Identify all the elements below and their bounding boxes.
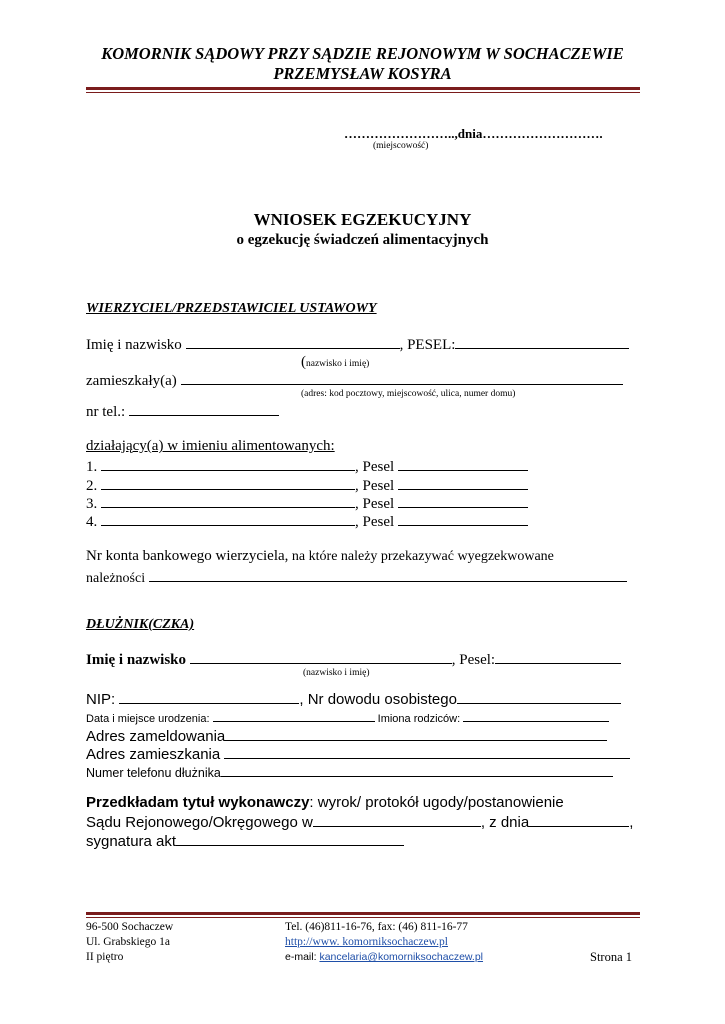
footer-email-row	[285, 951, 483, 963]
creditor-name-field[interactable]	[186, 335, 400, 349]
debtor-phone-row	[86, 763, 613, 780]
beneficiary-row	[86, 476, 528, 495]
debtor-nip-label: NIP:	[86, 691, 116, 708]
footer-rule-thin	[86, 917, 640, 918]
court-date-field[interactable]	[529, 813, 629, 827]
beneficiary-num: 3.	[86, 496, 98, 512]
footer-email-label: e-mail:	[285, 951, 320, 963]
header-rule-thin	[86, 92, 640, 93]
title-exec-rest: : wyrok/ protokół ugody/postanowienie	[309, 794, 564, 811]
court-row	[86, 813, 633, 831]
account-label-b: na które należy przekazywać wyegzekwowane	[288, 549, 554, 564]
court-field[interactable]	[313, 813, 481, 827]
place-caption: (miejscowość)	[373, 141, 429, 151]
beneficiary-name-field[interactable]	[101, 494, 355, 508]
beneficiary-pesel-label: , Pesel	[355, 514, 395, 530]
creditor-phone-field[interactable]	[129, 402, 279, 416]
debtor-id-label: , Nr dowodu osobistego	[299, 691, 457, 708]
signature-field[interactable]	[176, 832, 404, 846]
debtor-res-address-label: Adres zamieszkania	[86, 746, 221, 763]
footer-address-1: 96-500 Sochaczew	[86, 921, 174, 933]
account-row-2	[86, 568, 627, 587]
account-field[interactable]	[149, 568, 627, 582]
creditor-pesel-field[interactable]	[455, 335, 629, 349]
debtor-phone-label: Numer telefonu dłużnika	[86, 766, 221, 780]
beneficiary-num: 1.	[86, 459, 98, 475]
debtor-name-row	[86, 650, 621, 669]
court-date-label: , z dnia	[480, 814, 530, 831]
creditor-phone-label: nr tel.:	[86, 404, 126, 420]
debtor-parents-field[interactable]	[463, 711, 609, 722]
debtor-birth-row	[86, 711, 609, 725]
beneficiary-num: 2.	[86, 478, 98, 494]
debtor-pesel-field[interactable]	[495, 650, 621, 664]
creditor-heading: WIERZYCIEL/PRZEDSTAWICIEL USTAWOWY	[86, 301, 377, 316]
court-comma: ,	[629, 814, 634, 831]
acting-label: działający(a) w imieniu alimentowanych:	[86, 438, 335, 454]
beneficiary-pesel-label: , Pesel	[355, 496, 395, 512]
page-number: Strona 1	[590, 950, 633, 964]
beneficiary-name-field[interactable]	[101, 476, 355, 490]
debtor-heading: DŁUŻNIK(CZKA)	[86, 617, 195, 632]
footer-phone: Tel. (46)811-16-76, fax: (46) 811-16-77	[285, 921, 468, 933]
debtor-parents-label: Imiona rodziców:	[377, 713, 461, 725]
beneficiary-pesel-field[interactable]	[398, 457, 528, 471]
title-exec-row	[86, 794, 564, 811]
debtor-id-field[interactable]	[457, 690, 621, 704]
creditor-name-row	[86, 335, 629, 354]
beneficiary-row	[86, 512, 528, 531]
beneficiary-num: 4.	[86, 514, 98, 530]
creditor-address-label: zamieszkały(a)	[86, 373, 177, 389]
debtor-nip-field[interactable]	[119, 690, 299, 704]
account-label-a: Nr konta bankowego wierzyciela,	[86, 548, 289, 564]
header-line-2: PRZEMYSŁAW KOSYRA	[273, 64, 452, 83]
title-exec-bold: Przedkładam tytuł wykonawczy	[86, 794, 310, 811]
creditor-name-caption-row	[301, 353, 369, 371]
footer-address-3: II piętro	[86, 951, 124, 963]
beneficiary-row	[86, 494, 528, 513]
debtor-res-address-row	[86, 745, 630, 763]
signature-label: sygnatura akt	[86, 833, 177, 850]
creditor-phone-row	[86, 402, 279, 421]
debtor-reg-address-row	[86, 727, 607, 745]
footer-rule-thick	[86, 912, 640, 915]
debtor-nip-row	[86, 690, 621, 708]
beneficiary-pesel-field[interactable]	[398, 494, 528, 508]
creditor-name-caption: nazwisko i imię)	[306, 359, 370, 369]
footer-address-2: Ul. Grabskiego 1a	[86, 936, 170, 948]
header-rule-thick	[86, 87, 640, 90]
footer-website-link[interactable]: http://www. komorniksochaczew.pl	[285, 936, 448, 948]
beneficiary-pesel-label: , Pesel	[355, 459, 395, 475]
creditor-pesel-label: , PESEL:	[399, 337, 456, 353]
account-label-c: należności	[86, 571, 146, 586]
beneficiary-row	[86, 457, 528, 476]
beneficiary-pesel-field[interactable]	[398, 512, 528, 526]
place-date-line: ……………………..,dnia……………………….	[344, 126, 603, 141]
debtor-name-caption: (nazwisko i imię)	[303, 668, 370, 678]
beneficiary-pesel-label: , Pesel	[355, 478, 395, 494]
beneficiary-pesel-field[interactable]	[398, 476, 528, 490]
debtor-birth-field[interactable]	[213, 711, 375, 722]
creditor-address-caption: (adres: kod pocztowy, miejscowość, ulica, numer domu)	[301, 389, 516, 399]
creditor-name-paren: (	[301, 354, 306, 370]
debtor-reg-address-field[interactable]	[225, 727, 607, 741]
debtor-name-field[interactable]	[190, 650, 452, 664]
creditor-address-row	[86, 371, 623, 390]
creditor-name-label: Imię i nazwisko	[86, 337, 182, 353]
debtor-reg-address-label: Adres zameldowania	[86, 728, 226, 745]
signature-row	[86, 832, 404, 850]
debtor-pesel-label: , Pesel:	[451, 652, 496, 668]
document-subtitle: o egzekucję świadczeń alimentacyjnych	[236, 232, 489, 248]
footer-email-link[interactable]: kancelaria@komorniksochaczew.pl	[319, 951, 484, 963]
account-row-1	[86, 548, 554, 565]
court-label: Sądu Rejonowego/Okręgowego w	[86, 814, 313, 831]
beneficiary-name-field[interactable]	[101, 457, 355, 471]
document-title: WNIOSEK EGZEKUCYJNY	[253, 210, 472, 229]
debtor-birth-label: Data i miejsce urodzenia:	[86, 713, 210, 725]
debtor-name-label: Imię i nazwisko	[86, 652, 187, 668]
debtor-phone-field[interactable]	[221, 763, 613, 777]
header-line-1: KOMORNIK SĄDOWY PRZY SĄDZIE REJONOWYM W SOCHACZEWIE	[101, 44, 624, 63]
debtor-res-address-field[interactable]	[224, 745, 630, 759]
beneficiary-name-field[interactable]	[101, 512, 355, 526]
creditor-address-field[interactable]	[181, 371, 623, 385]
